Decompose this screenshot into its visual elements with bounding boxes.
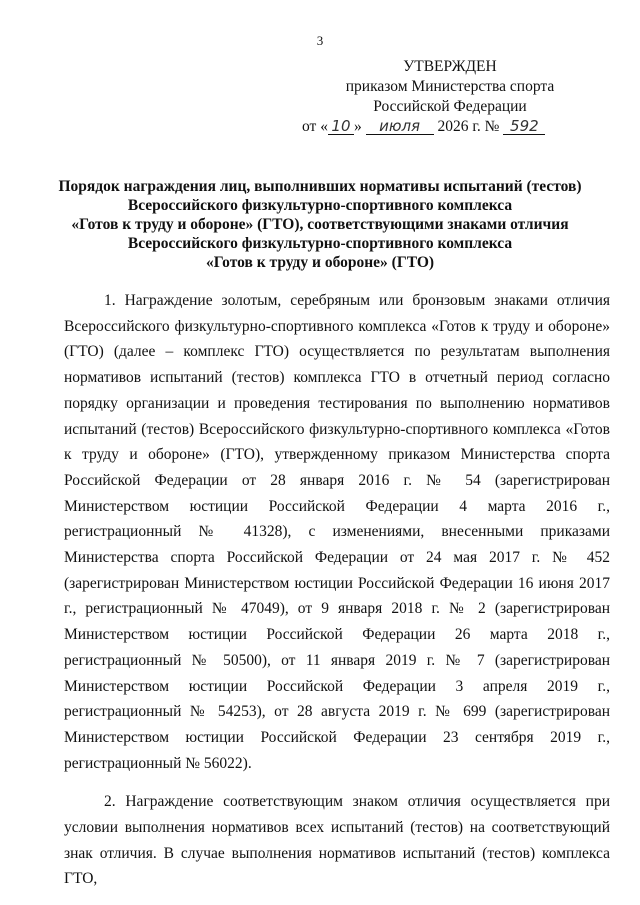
approval-block — [300, 57, 600, 137]
handwritten-day: 10 — [328, 118, 354, 135]
date-prefix: от « — [302, 118, 328, 135]
document-body — [64, 288, 610, 905]
title-line: Всероссийского физкультурно-спортивного комплекса — [127, 197, 513, 214]
date-year: 2026 г. № — [437, 118, 500, 135]
approval-federation-line: Российской Федерации — [373, 98, 527, 115]
page-number: 3 — [316, 33, 324, 48]
date-mid: » — [353, 118, 362, 135]
approval-stamp: УТВЕРЖДЕН — [403, 58, 497, 75]
title-line: Порядок награждения лиц, выполнивших нормативы испытаний (тестов) — [58, 178, 582, 195]
title-line: «Готов к труду и обороне» (ГТО) — [205, 254, 435, 271]
title-line: Всероссийского физкультурно-спортивного комплекса — [127, 235, 513, 252]
approval-order-line: приказом Министерства спорта — [345, 78, 555, 95]
paragraph-2: 2. Награждение соответствующим знаком отличия осуществляется при условии выполнения нормативов всех испытаний (тестов) на соответствующий знак отличия. В случае выполнения нормативов испытаний (тестов) комплекса ГТО, — [64, 793, 610, 888]
handwritten-month: июля — [366, 118, 434, 135]
approval-date-line — [300, 117, 600, 137]
handwritten-order-number: 592 — [503, 118, 545, 135]
document-title — [40, 177, 600, 272]
paragraph-1: 1. Награждение золотым, серебряным или бронзовым знаками отличия Всероссийского физкультурно-спортивного комплекса «Готов к труду и обороне» (ГТО) (далее – комплекс ГТО) осуществляется по результатам выполнения нормативов испытаний (тестов) комплекса ГТО в отчетный период согласно порядку организации и проведения тестирования по выполнению нормативов испытаний (тестов) Всероссийского физкультурно-спортивного комплекса «Готов к труду и обороне» (ГТО), утвержденному приказом Министерства спорта Российской Федерации от 28 января 2016 г. № 54 (зарегистрирован Министерством юстиции Российской Федерации 4 марта 2016 г., регистрационный № 41328), с изменениями, внесенными приказами Министерства спорта Российской Федерации от 24 мая 2017 г. № 452 (зарегистрирован Министерством юстиции Российской Федерации 16 июня 2017 г., регистрационный № 47049), от 9 января 2018 г. № 2 (зарегистрирован Министерством юстиции Российской Федерации 26 марта 2018 г., регистрационный № 50500), от 11 января 2019 г. № 7 (зарегистрирован Министерством юстиции Российской Федерации 3 апреля 2019 г., регистрационный № 54253), от 28 августа 2019 г. № 699 (зарегистрирован Министерством юстиции Российской Федерации 23 сентября 2019 г., регистрационный № 56022). — [64, 292, 610, 772]
title-line: «Готов к труду и обороне» (ГТО), соответствующими знаками отличия — [71, 216, 569, 233]
